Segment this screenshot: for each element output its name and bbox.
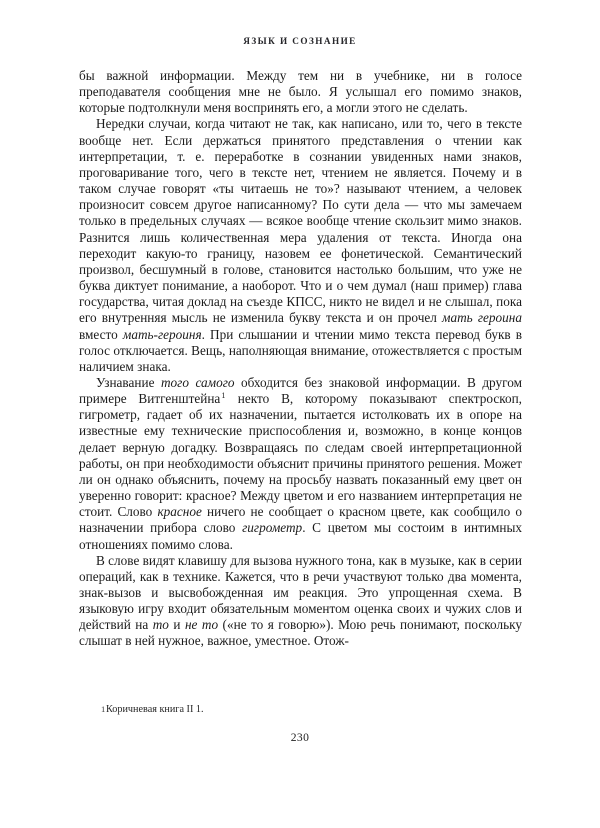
footnote-marker: 1 — [101, 704, 106, 714]
footnote-text: Коричневая книга II 1. — [106, 704, 204, 715]
emphasis-run: мать героина — [442, 310, 522, 326]
paragraph — [79, 68, 522, 116]
emphasis-run: то — [152, 617, 169, 633]
text-run: Нередки случаи, когда читают не так, как написано, или то, чего в тексте вообще нет. Если держаться принятого представления о чтении как интерпретации, т. е. переработке в сознании увиденных нами знаков, проговаривание того, чего в тексте нет, чтением не является. Почему и в таком случае говорят «ты читаешь не то»? называют чтением, а человек произносит совсем другое написанному? По сути дела — что мы замечаем только в предельных случаях — всякое вообще чтение скользит мимо знаков. Разнится лишь количественная мера удаления от текста. Иногда она переходит какую-то границу, назовем ее фонетической. Семантический произвол, бесшумный в голове, становится настолько большим, что уже не буква диктует понимание, а наоборот. Что и о чем думал (наш пример) глава государства, читая доклад на съезде КПСС, никто не видел и не слышал, пока его внутренняя мысль не изменила букву текста и он прочел — [79, 116, 522, 326]
emphasis-run: того самого — [160, 374, 235, 390]
emphasis-run: гигрометр — [242, 520, 303, 536]
running-head: ЯЗЫК И СОЗНАНИЕ — [243, 36, 357, 46]
paragraph — [79, 116, 522, 375]
paragraph — [79, 375, 522, 553]
text-run: Узнавание — [96, 374, 161, 390]
text-run: . При слышании и чтении мимо текста перевод букв в голос отключается. Вещь, наполняющая внимание, отожествляется с простым наличием знака. — [79, 326, 523, 374]
emphasis-run: не то — [184, 617, 219, 633]
page-number: 230 — [290, 731, 310, 744]
text-run: ничего не сообщает о красном цвете, как сообщило о назначении прибора слово — [79, 504, 523, 536]
emphasis-run: мать-героиня — [122, 326, 202, 342]
emphasis-run: красное — [157, 504, 202, 520]
text-run: и — [168, 617, 185, 633]
text-run: . С цветом мы состоим в интимных отношениях помимо слова. — [79, 520, 522, 552]
text-run: В слове видят клавишу для вызова нужного тона, как в музыке, как в серии операций, как в технике. Кажется, что в речи участвуют только два момента, знак-вызов и высвобожденная им реакция. Это упрощенная схема. В языковую игру входит обязательным моментом оценка своих и чужих слов и действий на — [79, 552, 522, 633]
footnote-area — [79, 703, 522, 716]
paragraph — [79, 553, 522, 650]
text-run: некто В, которому показывают спектроскоп, гигрометр, гадает об их назначении, пытается истолковать их в опоре на известные ему технические приспособления и, возможно, в конце концов делает верную догадку. Возвращаясь по следам своей интерпретационной работы, он при необходимости объяснит причины принятого решения. Может ли он однако объяснить, почему на просьбу назвать показанный ему цвет он уверенно говорит: красное? Между цветом и его названием интерпретация не стоит. Слово — [79, 391, 522, 520]
body-text-block — [79, 68, 522, 650]
footnote-item — [79, 703, 522, 716]
text-run: бы важной информации. Между тем ни в учебнике, ни в голосе преподавателя сообщения мне не было. Я услышал его помимо знаков, которые подтолкнули меня воспринять его, а могли этого не сделать. — [79, 68, 522, 116]
text-run: («не то я говорю»). Мою речь понимают, поскольку слышат в ней нужное, важное, уместное. Отож- — [79, 617, 523, 649]
footnote-reference[interactable]: 1 — [221, 390, 226, 400]
text-run: вместо — [79, 326, 123, 342]
text-run: обходится без знаковой информации. В другом примере Витгенштейна — [79, 374, 522, 407]
